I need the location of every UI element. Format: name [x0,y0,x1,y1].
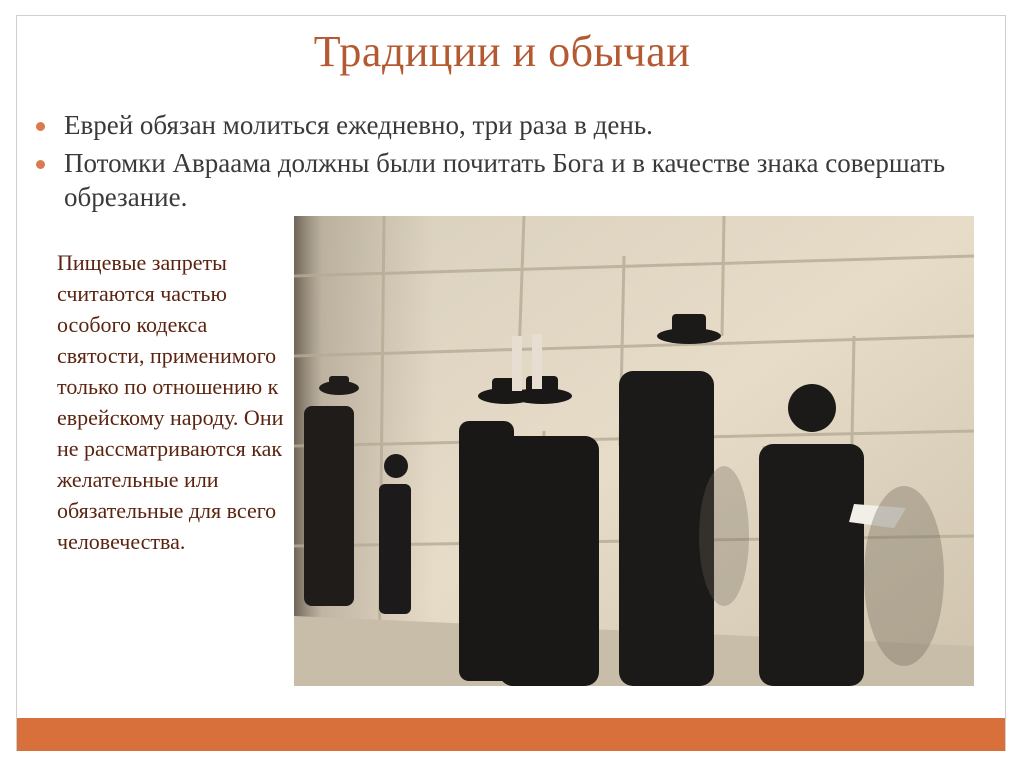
bullet-dot-icon [36,160,45,169]
bullet-text: Еврей обязан молиться ежедневно, три раза в день. [64,110,653,140]
western-wall-photo [294,216,974,686]
bullet-dot-icon [36,122,45,131]
bullet-item [36,108,976,142]
bullet-list [36,108,976,218]
slide-title: Традиции и обычаи [313,27,691,76]
footer-accent-bar [17,718,1005,751]
bullet-item [36,146,976,214]
side-paragraph: Пищевые запреты считаются частью особого кодекса святости, применимого только по отношению к еврейскому народу. Они не рассматриваются как желательные или обязательные для всего человечества. [57,250,284,554]
photo-illustration [294,216,974,686]
bullet-text: Потомки Авраама должны были почитать Бога и в качестве знака совершать обрезание. [64,148,946,212]
